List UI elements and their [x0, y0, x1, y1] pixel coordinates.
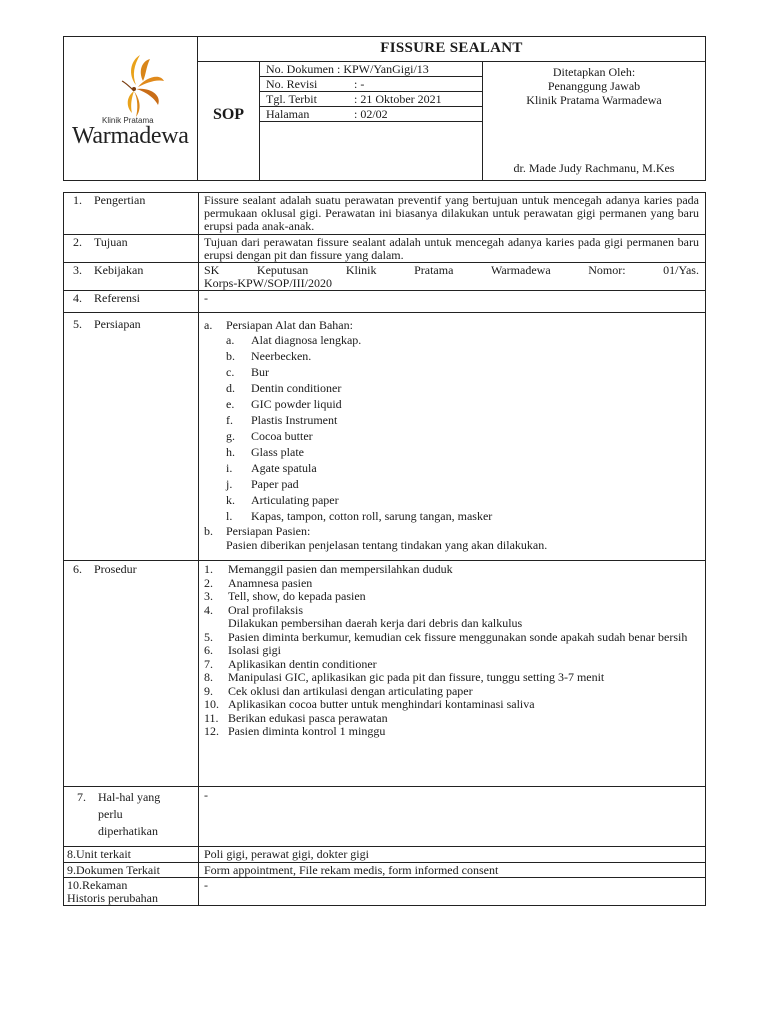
alat-list-item	[226, 460, 699, 476]
row-content: Tujuan dari perawatan fissure sealant adalah untuk mencegah adanya karies pada gigi permanen baru erupsi dengan pit dan fissure yang dalam.	[199, 235, 706, 263]
row-label-text: Pengertian	[94, 193, 146, 207]
row-content: Poli gigi, perawat gigi, dokter gigi	[199, 847, 706, 863]
kebijakan-line-2: Korps-KPW/SOP/III/2020	[204, 276, 332, 290]
list-marker: c.	[226, 365, 235, 379]
list-item-text: Agate spatula	[251, 461, 317, 475]
alat-list-item	[226, 476, 699, 492]
alat-list-item	[226, 412, 699, 428]
row-label-text: Referensi	[94, 291, 140, 305]
procedure-step	[204, 658, 699, 672]
row-label	[64, 561, 199, 787]
list-marker: b.	[204, 524, 213, 538]
row-number: 4.	[73, 291, 82, 305]
table-row-tujuan	[64, 235, 706, 263]
procedure-step	[204, 712, 699, 726]
kebijakan-word: SK	[204, 263, 220, 277]
list-item-text: GIC powder liquid	[251, 397, 342, 411]
sop-label: SOP	[198, 62, 260, 180]
alat-list-item	[226, 428, 699, 444]
kebijakan-word: 01/Yas.	[663, 263, 699, 277]
step-number: 9.	[204, 683, 213, 698]
list-item-text: Neerbecken.	[251, 349, 312, 363]
procedure-step	[204, 671, 699, 685]
list-marker: k.	[226, 493, 235, 507]
list-marker: f.	[226, 413, 233, 427]
alat-list-item	[226, 444, 699, 460]
step-number: 3.	[204, 589, 213, 603]
step-number: 8.	[204, 670, 213, 684]
step-number: 1.	[204, 562, 213, 576]
step-text: Memanggil pasien dan mempersilahkan duduk	[228, 562, 453, 576]
kebijakan-word: Keputusan	[256, 263, 309, 277]
signature-line-1: Ditetapkan Oleh:	[552, 65, 636, 79]
list-item-text: Paper pad	[251, 477, 299, 491]
row-number: 3.	[73, 263, 82, 277]
list-item-text: Dentin conditioner	[251, 381, 342, 395]
step-number: 12.	[204, 724, 219, 738]
list-marker: b.	[226, 349, 235, 363]
step-number: 6.	[204, 643, 213, 657]
alat-list-item	[226, 508, 699, 524]
sop-content-table	[63, 192, 706, 906]
signatory-name: dr. Made Judy Rachmanu, M.Kes	[513, 161, 675, 175]
alat-list-item	[226, 492, 699, 508]
step-text: Aplikasikan cocoa butter untuk menghindari kontaminasi saliva	[228, 697, 535, 711]
doc-field-value: : -	[354, 77, 365, 91]
kebijakan-word: Pratama	[414, 263, 454, 277]
row-content: Fissure sealant adalah suatu perawatan preventif yang bertujuan untuk mencegah adanya karies pada permukaan oklusal gigi. Perawatan ini biasanya dilakukan untuk perawatan gigi permanen yang baru erupsi pada anak-anak.	[199, 193, 706, 235]
document-title: FISSURE SEALANT	[198, 37, 705, 62]
logo-clinic-small: Klinik Pratama	[102, 116, 154, 125]
doc-field-value: : 21 Oktober 2021	[354, 92, 442, 106]
persiapan-pasien-heading	[204, 524, 699, 538]
table-row-unit-terkait	[64, 847, 706, 863]
list-item-text: Kapas, tampon, cotton roll, sarung tangan, masker	[251, 509, 493, 523]
doc-field-date	[260, 92, 482, 107]
step-text: Aplikasikan dentin conditioner	[228, 656, 377, 671]
alat-list	[204, 332, 699, 524]
label-line: perlu	[98, 807, 123, 821]
procedure-step	[204, 644, 699, 658]
row-content	[199, 263, 706, 291]
table-row-prosedur	[64, 561, 706, 787]
step-text: Manipulasi GIC, aplikasikan gic pada pit dan fissure, tunggu setting 3-7 menit	[228, 670, 605, 684]
step-number: 10.	[204, 697, 219, 711]
doc-field-key: No. Revisi	[266, 77, 318, 91]
table-row-persiapan	[64, 313, 706, 561]
list-item-text: Articulating paper	[251, 493, 339, 507]
row-label	[64, 878, 199, 906]
row-label-text: Prosedur	[94, 562, 137, 576]
list-marker: e.	[226, 397, 235, 411]
label-line: Historis perubahan	[67, 891, 158, 905]
row-content: -	[199, 878, 706, 906]
doc-field-key: Halaman	[266, 107, 310, 121]
row-label: 9.Dokumen Terkait	[64, 863, 199, 878]
label-line: diperhatikan	[98, 824, 158, 838]
kebijakan-word: Warmadewa	[490, 263, 551, 277]
list-item-text: Alat diagnosa lengkap.	[251, 333, 362, 347]
sop-header	[63, 36, 706, 181]
section-title: Persiapan Alat dan Bahan:	[226, 318, 353, 332]
alat-list-item	[226, 380, 699, 396]
row-label-text: Persiapan	[94, 317, 141, 331]
doc-field-key: No. Dokumen	[266, 62, 334, 76]
signature-line-3: Klinik Pratama Warmadewa	[526, 93, 662, 107]
row-label	[64, 787, 199, 847]
row-label	[64, 193, 199, 235]
step-number: 5.	[204, 629, 213, 644]
step-text: Anamnesa pasien	[228, 575, 313, 590]
table-row-dokumen-terkait	[64, 863, 706, 878]
table-row-rekaman-historis	[64, 878, 706, 906]
row-content: -	[199, 291, 706, 313]
row-number: 1.	[73, 193, 82, 207]
logo-cell	[64, 37, 198, 180]
table-row-hal-diperhatikan	[64, 787, 706, 847]
row-label-text: Tujuan	[94, 235, 128, 249]
row-label-text: Kebijakan	[94, 263, 144, 277]
persiapan-pasien-text: Pasien diberikan penjelasan tentang tindakan yang akan dilakukan.	[226, 538, 548, 552]
doc-field-number	[260, 62, 482, 77]
row-label	[64, 313, 199, 561]
row-label: 8.Unit terkait	[64, 847, 199, 863]
procedure-step	[204, 631, 699, 645]
row-number: 5.	[73, 317, 82, 331]
kebijakan-word: Nomor:	[588, 263, 626, 277]
step-text: Berikan edukasi pasca perawatan	[228, 710, 388, 725]
row-label	[64, 291, 199, 313]
list-marker: j.	[226, 477, 233, 491]
list-item-text: Glass plate	[251, 445, 304, 459]
logo-clinic-name: Warmadewa	[72, 123, 189, 149]
table-row-kebijakan	[64, 263, 706, 291]
list-marker: g.	[226, 429, 235, 443]
table-row-pengertian	[64, 193, 706, 235]
row-label	[64, 263, 199, 291]
step-note: Dilakukan pembersihan daerah kerja dari debris dan kalkulus	[228, 616, 523, 630]
list-item-text: Bur	[251, 365, 269, 379]
butterfly-logo-icon	[72, 51, 196, 121]
row-content	[199, 561, 706, 787]
alat-list-item	[226, 364, 699, 380]
step-text: Tell, show, do kepada pasien	[228, 589, 366, 603]
procedure-step	[204, 563, 699, 577]
row-label-text	[68, 789, 194, 806]
list-marker: a.	[204, 318, 213, 332]
procedure-steps	[204, 563, 699, 739]
list-marker: d.	[226, 381, 235, 395]
doc-field-page	[260, 107, 482, 122]
signature-block	[483, 62, 705, 180]
step-number: 4.	[204, 602, 213, 617]
procedure-step	[204, 698, 699, 712]
list-item-text: Cocoa butter	[251, 429, 313, 443]
label-line: 10.Rekaman	[67, 878, 128, 892]
step-number: 7.	[204, 656, 213, 671]
kebijakan-word: Klinik	[345, 263, 377, 277]
row-content: Form appointment, File rekam medis, form informed consent	[199, 863, 706, 878]
procedure-step	[204, 685, 699, 699]
label-line: Hal-hal yang	[98, 790, 161, 804]
procedure-step	[204, 604, 699, 618]
row-number: 2.	[73, 235, 82, 249]
alat-list-item	[226, 348, 699, 364]
doc-field-key: Tgl. Terbit	[266, 92, 317, 106]
doc-field-value: : 02/02	[354, 107, 388, 121]
doc-field-value: : KPW/YanGigi/13	[337, 62, 429, 76]
step-text: Isolasi gigi	[228, 643, 281, 657]
table-row-referensi	[64, 291, 706, 313]
row-number: 6.	[73, 562, 82, 576]
row-content	[199, 313, 706, 561]
clinic-logo	[72, 51, 196, 161]
list-marker: h.	[226, 445, 235, 459]
list-marker: i.	[226, 461, 233, 475]
list-marker: a.	[226, 333, 235, 347]
step-text: Pasien diminta kontrol 1 minggu	[228, 724, 386, 738]
doc-field-revision	[260, 77, 482, 92]
persiapan-alat-heading	[204, 318, 699, 332]
section-title: Persiapan Pasien:	[226, 524, 311, 538]
step-text: Pasien diminta berkumur, kemudian cek fissure menggunakan sonde apakah sudah benar bersih	[228, 629, 688, 644]
document-info	[260, 62, 483, 180]
procedure-step	[204, 725, 699, 739]
row-content: -	[199, 787, 706, 847]
alat-list-item	[226, 332, 699, 348]
step-number: 11.	[204, 710, 219, 725]
procedure-step	[204, 577, 699, 591]
signature-line-2: Penanggung Jawab	[547, 79, 641, 93]
step-number: 2.	[204, 575, 213, 590]
list-marker: l.	[226, 509, 233, 523]
procedure-step	[204, 590, 699, 604]
row-label	[64, 235, 199, 263]
step-text: Cek oklusi dan artikulasi dengan articulating paper	[228, 683, 473, 698]
list-item-text: Plastis Instrument	[251, 413, 338, 427]
step-text: Oral profilaksis	[228, 602, 303, 617]
row-number: 7.	[77, 790, 86, 804]
alat-list-item	[226, 396, 699, 412]
